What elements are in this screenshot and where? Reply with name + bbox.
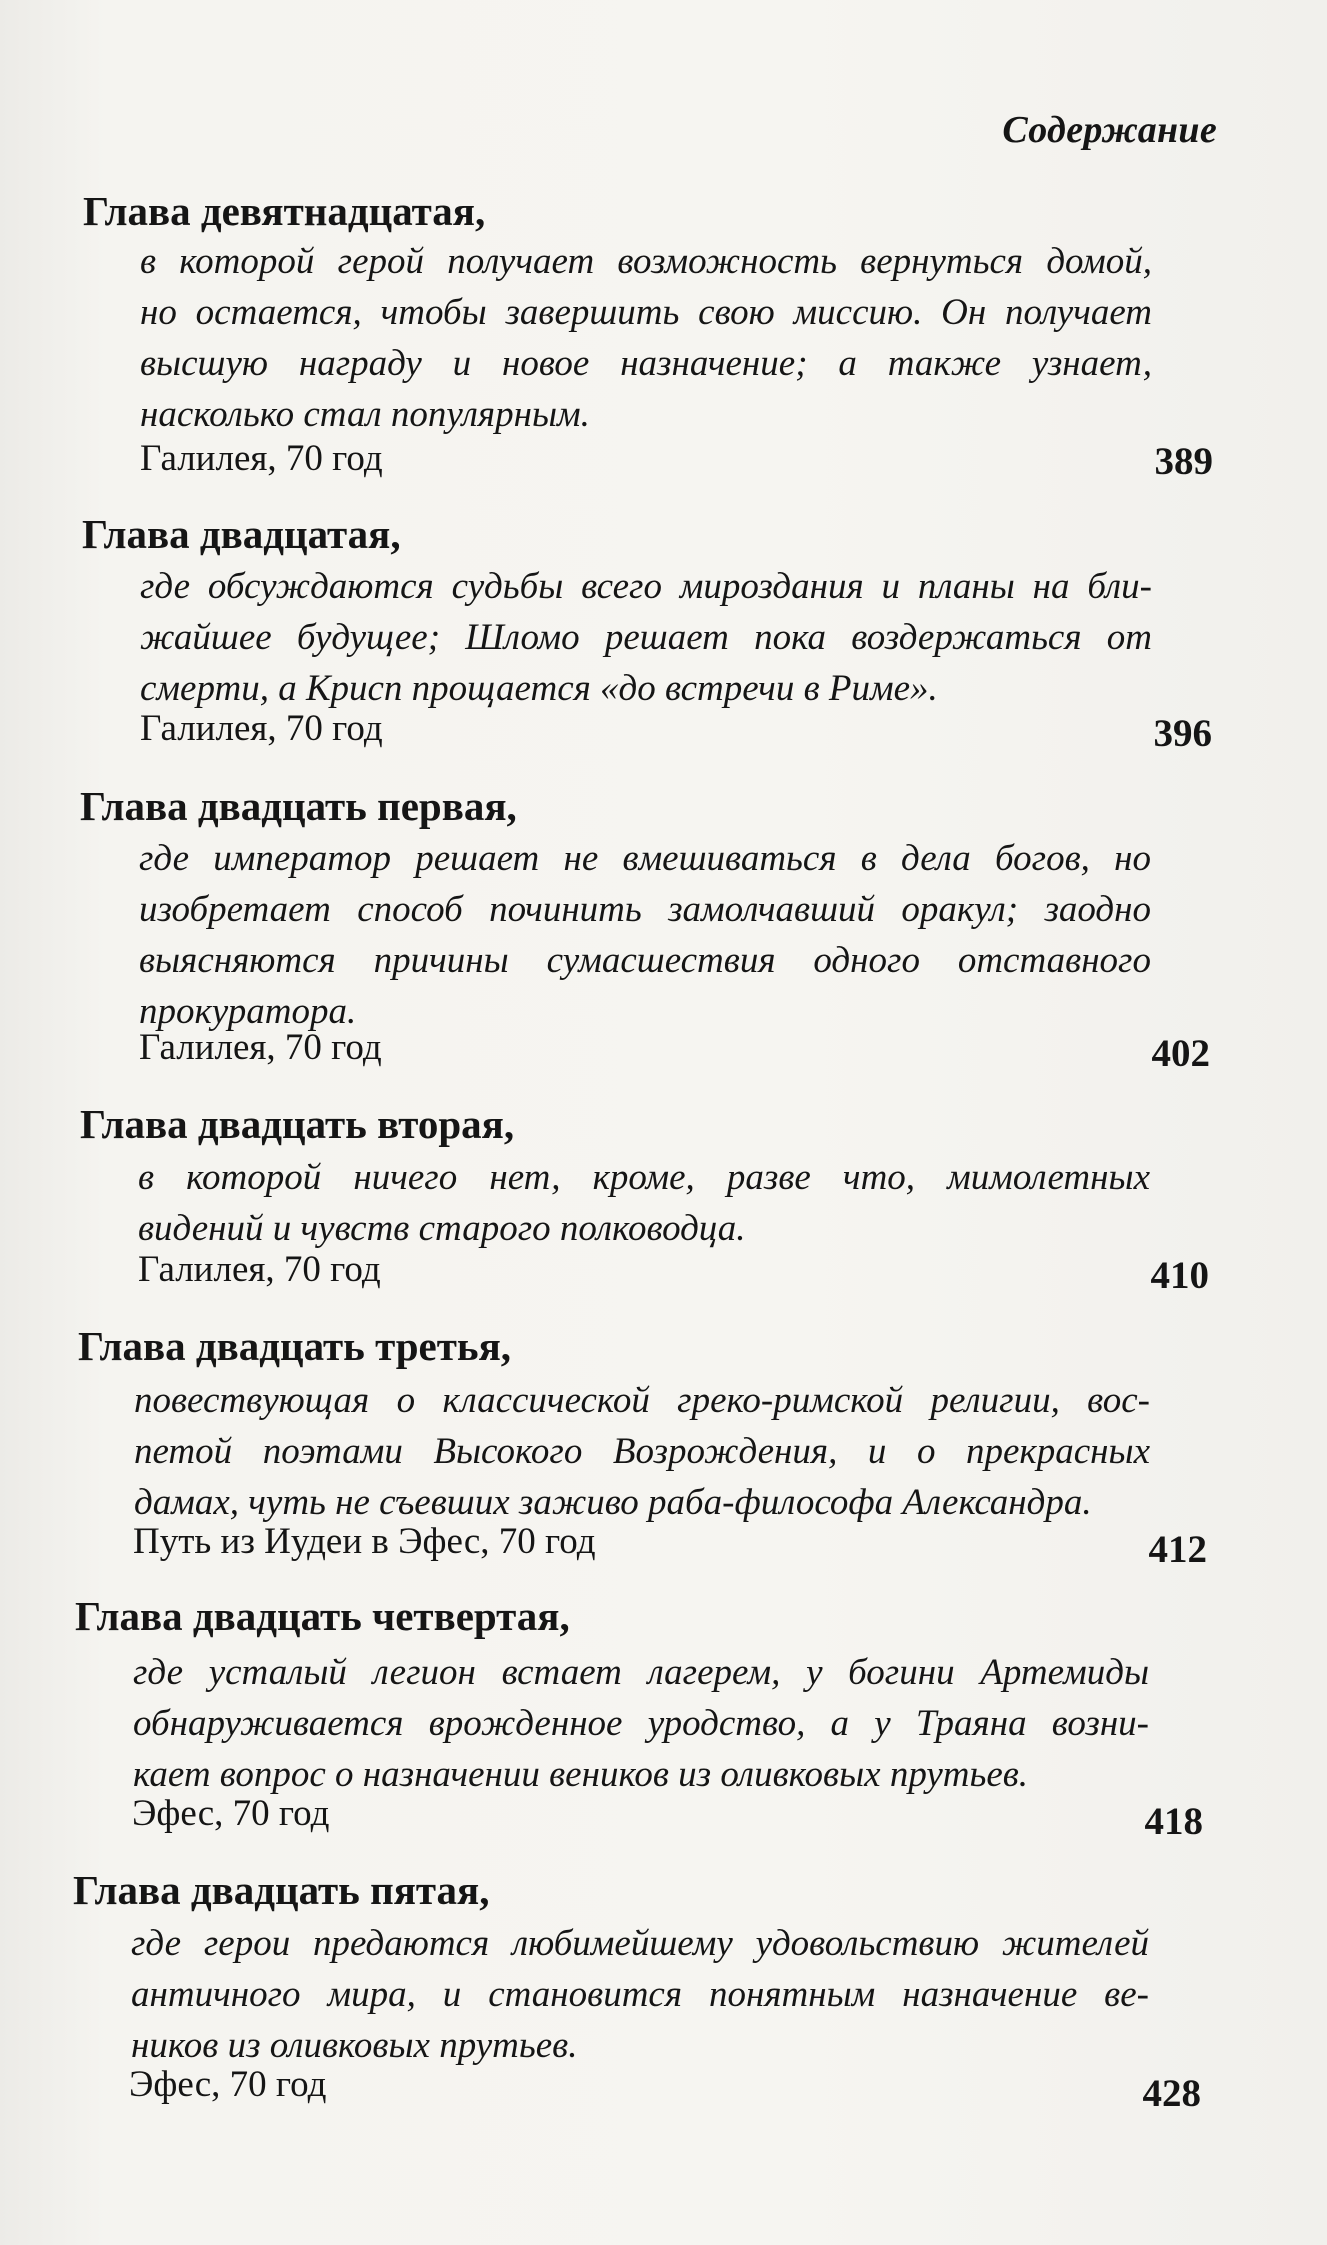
page-number: 396 — [1153, 712, 1212, 755]
description-line: дамах, чуть не съевших заживо раба-философа Александра. — [134, 1482, 1092, 1523]
description-line: обнаруживается врожденное уродство, а у Траяна возни- — [133, 1703, 1149, 1744]
description-line: где император решает не вмешиваться в дела богов, но — [139, 838, 1151, 879]
description-line: в которой ничего нет, кроме, разве что, мимолетных — [138, 1157, 1150, 1198]
description-line: где обсуждаются судьбы всего мироздания и планы на бли- — [140, 566, 1152, 607]
description-line: повествующая о классической греко-римской религии, вос- — [134, 1380, 1150, 1421]
description-line: где герои предаются любимейшему удовольствию жителей — [131, 1923, 1149, 1964]
chapter-description — [140, 561, 1152, 714]
description-line: античного мира, и становится понятным назначение ве- — [131, 1974, 1149, 2015]
chapter-description — [139, 833, 1151, 1037]
description-line: смерти, а Крисп прощается «до встречи в Риме». — [140, 668, 938, 709]
chapter-place: Путь из Иудеи в Эфес, 70 год — [133, 1521, 596, 1562]
description-line: кает вопрос о назначении веников из оливковых прутьев. — [133, 1754, 1029, 1795]
chapter-description — [140, 236, 1152, 440]
description-line: видений и чувств старого полководца. — [138, 1208, 746, 1249]
chapter-title: Глава девятнадцатая, — [83, 188, 486, 234]
chapter-title: Глава двадцать пятая, — [73, 1867, 490, 1913]
chapter-title: Глава двадцать вторая, — [80, 1101, 515, 1147]
page-number: 402 — [1151, 1032, 1210, 1075]
description-line: ников из оливковых прутьев. — [131, 2025, 578, 2066]
chapter-title: Глава двадцать третья, — [78, 1323, 512, 1369]
page-number: 418 — [1144, 1800, 1203, 1843]
chapter-description — [138, 1152, 1150, 1254]
description-line: в которой герой получает возможность вернуться домой, — [140, 241, 1152, 282]
chapter-title: Глава двадцать первая, — [80, 783, 517, 829]
page-number: 412 — [1148, 1528, 1207, 1571]
description-line: насколько стал популярным. — [140, 394, 590, 435]
chapter-description — [134, 1375, 1150, 1528]
chapter-place: Эфес, 70 год — [129, 2064, 327, 2105]
page-number: 410 — [1150, 1254, 1209, 1297]
chapter-title: Глава двадцатая, — [82, 511, 401, 557]
page-number: 428 — [1142, 2072, 1201, 2115]
description-line: выясняются причины сумасшествия одного отставного — [139, 940, 1151, 981]
chapter-place: Галилея, 70 год — [138, 1249, 381, 1290]
description-line: петой поэтами Высокого Возрождения, и о прекрасных — [134, 1431, 1150, 1472]
description-line: жайшее будущее; Шломо решает пока воздержаться от — [140, 617, 1152, 658]
chapter-description — [131, 1918, 1149, 2071]
chapter-place: Галилея, 70 год — [140, 438, 383, 479]
description-line: но остается, чтобы завершить свою миссию. Он получает — [140, 292, 1152, 333]
page-number: 389 — [1154, 440, 1213, 483]
chapter-place: Галилея, 70 год — [139, 1027, 382, 1068]
chapter-place: Эфес, 70 год — [132, 1793, 330, 1834]
running-head: Содержание — [1002, 109, 1217, 151]
description-line: прокуратора. — [139, 991, 357, 1032]
description-line: где усталый легион встает лагерем, у богини Артемиды — [133, 1652, 1149, 1693]
chapter-description — [133, 1647, 1149, 1800]
chapter-title: Глава двадцать четвертая, — [75, 1593, 570, 1639]
chapter-place: Галилея, 70 год — [140, 708, 383, 749]
description-line: изобретает способ починить замолчавший оракул; заодно — [139, 889, 1151, 930]
description-line: высшую награду и новое назначение; а также узнает, — [140, 343, 1152, 384]
